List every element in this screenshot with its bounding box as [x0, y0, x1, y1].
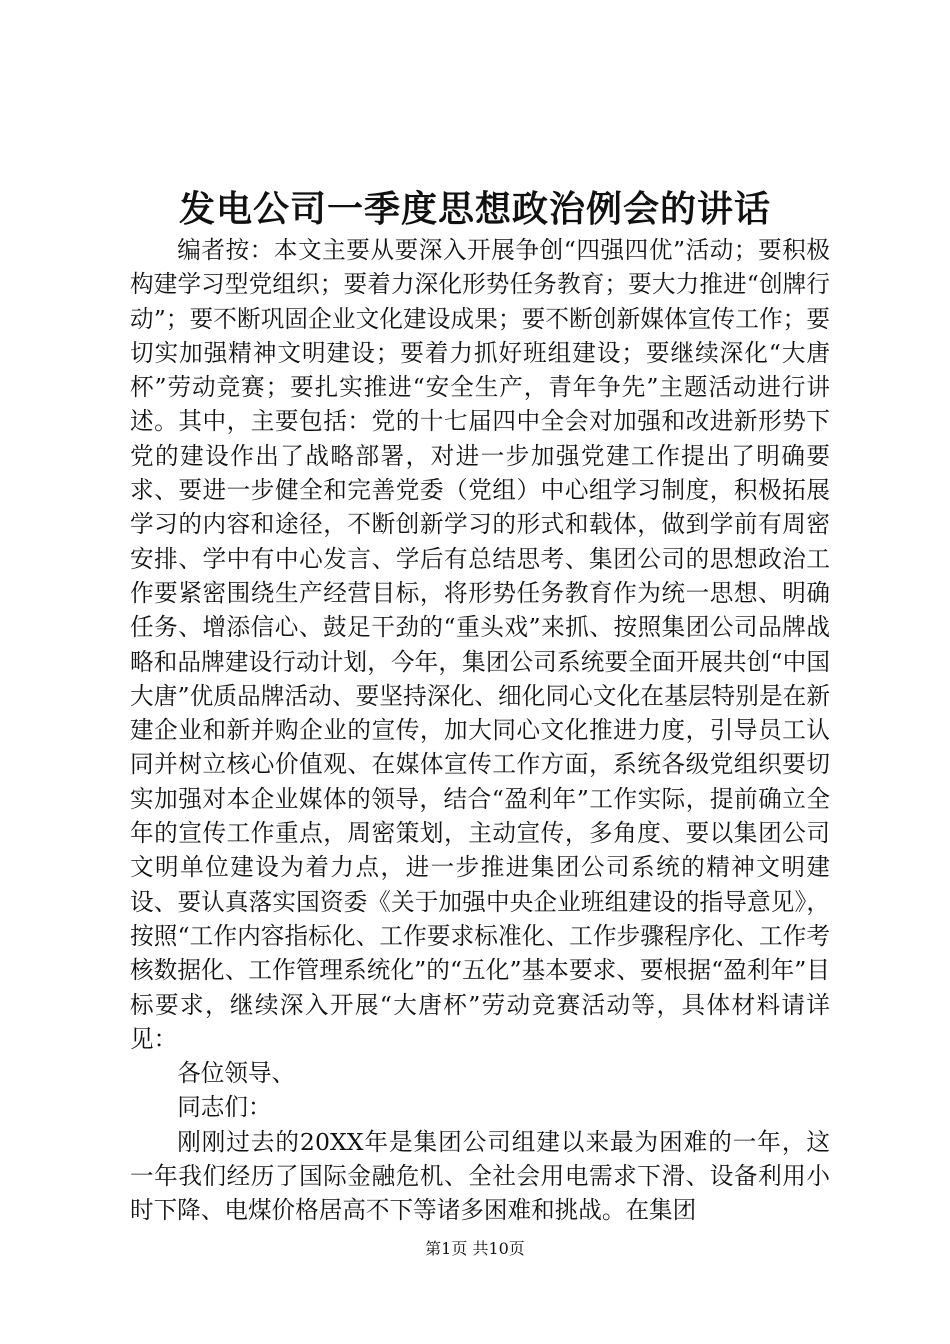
page-number-footer: 第1页 共10页 [425, 1239, 525, 1258]
speech-paragraph: 刚刚过去的20XX年是集团公司组建以来最为困难的一年，这一年我们经历了国际金融危机、全社会用电需求下滑、设备利用小时下降、电煤价格居高不下等诸多困难和挑战。在集团 [130, 1127, 830, 1225]
salutation-leaders: 各位领导、 [177, 1059, 296, 1088]
salutation-comrades: 同志们： [177, 1093, 272, 1122]
document-body [130, 233, 830, 1228]
editor-note-paragraph: 编者按：本文主要从要深入开展争创“四强四优”活动；要积极构建学习型党组织；要着力深化形势任务教育；要大力推进“创牌行动”；要不断巩固企业文化建设成果；要不断创新媒体宣传工作；要切实加强精神文明建设；要着力抓好班组建设；要继续深化“大唐杯”劳动竞赛；要扎实推进“安全生产，青年争先”主题活动进行讲述。其中，主要包括：党的十七届四中全会对加强和改进新形势下党的建设作出了战略部署，对进一步加强党建工作提出了明确要求、要进一步健全和完善党委（党组）中心组学习制度，积极拓展学习的内容和途径，不断创新学习的形式和载体，做到学前有周密安排、学中有中心发言、学后有总结思考、集团公司的思想政治工作要紧密围绕生产经营目标，将形势任务教育作为统一思想、明确任务、增添信心、鼓足干劲的“重头戏”来抓、按照集团公司品牌战略和品牌建设行动计划，今年，集团公司系统要全面开展共创“中国大唐”优质品牌活动、要坚持深化、细化同心文化在基层特别是在新建企业和新并购企业的宣传，加大同心文化推进力度，引导员工认同并树立核心价值观、在媒体宣传工作方面，系统各级党组织要切实加强对本企业媒体的领导，结合“盈利年”工作实际，提前确立全年的宣传工作重点，周密策划，主动宣传，多角度、要以集团公司文明单位建设为着力点，进一步推进集团公司系统的精神文明建设、要认真落实国资委《关于加强中央企业班组建设的指导意见》，按照“工作内容指标化、工作要求标准化、工作步骤程序化、工作考核数据化、工作管理系统化”的“五化”基本要求、要根据“盈利年”目标要求，继续深入开展“大唐杯”劳动竞赛活动等，具体材料请详见： [130, 236, 830, 1053]
document-title: 发电公司一季度思想政治例会的讲话 [178, 188, 771, 230]
